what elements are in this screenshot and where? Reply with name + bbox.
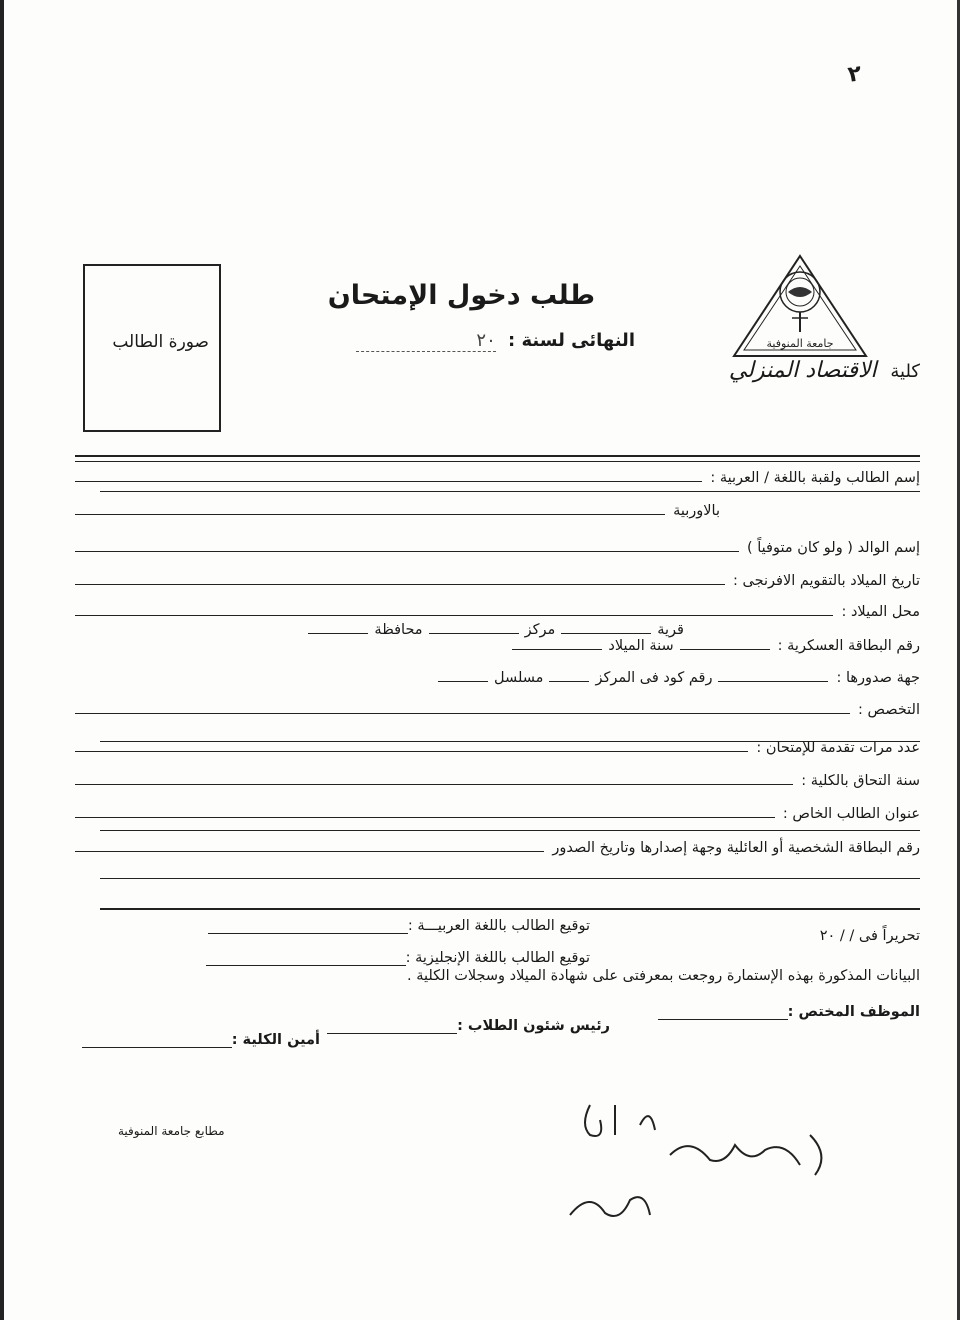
student-photo-box [83,264,221,432]
field-birthplace-details[interactable]: قرية مركز محافظة [75,612,920,638]
student-affairs-head-field[interactable]: رئيس شئون الطلاب : [327,1018,610,1034]
field-join-year[interactable]: سنة التحاق بالكلية : [75,763,920,789]
form-title: طلب دخول الإمتحان [327,280,595,311]
officer-field[interactable]: الموظف المختص : [658,1004,920,1020]
corner-mark: ٢ [846,61,864,88]
field-name-arabic-line2 [100,491,920,492]
written-date[interactable]: تحريراً فى / / ٢٠ [819,928,920,944]
signature-divider [100,908,920,910]
field-id-card[interactable]: رقم البطاقة الشخصية أو العائلية وجهة إصدارها وتاريخ الصدور [75,830,920,856]
field-father-name[interactable]: إسم الوالد ( ولو كان متوفياً ) [75,530,920,556]
field-specialty[interactable]: التخصص : [75,692,920,718]
university-logo [730,252,870,362]
college-label: كلية [890,361,920,382]
college-line [729,358,920,383]
year-label: النهائى لسنة : [508,330,635,351]
university-name: جامعة المنوفية [766,337,834,350]
scan-edge-left [0,0,4,1320]
field-date-of-birth[interactable]: تاريخ الميلاد بالتقويم الافرنجى : [75,563,920,589]
college-secretary-field[interactable]: أمين الكلية : [82,1032,320,1048]
field-attempts[interactable]: عدد مرات تقدمة للإمتحان : [75,730,920,756]
handwritten-notes [560,1095,850,1225]
field-address[interactable]: عنوان الطالب الخاص : [75,796,920,822]
field-id-card-line2 [100,878,920,879]
photo-label: صورة الطالب [112,332,209,352]
signature-arabic[interactable]: توقيع الطالب باللغة العربيـــة : [208,918,590,934]
field-name-european[interactable]: بالاوربية [75,493,920,519]
signature-english[interactable]: توقيع الطالب باللغة الإنجليزية : [206,950,590,966]
college-value: الاقتصاد المنزلي [728,358,877,383]
verification-statement: البيانات المذكورة بهذه الإستمارة روجعت بمعرفتى على شهادة الميلاد وسجلات الكلية . [407,968,920,984]
field-birthplace[interactable]: محل الميلاد : [75,594,920,620]
printer-imprint: مطابع جامعة المنوفية [118,1124,225,1138]
field-name-arabic[interactable]: إسم الطالب ولقبة باللغة / العربية : [75,460,920,486]
header-rule-top [75,455,920,457]
final-year-line [356,330,635,352]
field-issuer[interactable]: جهة صدورها : رقم كود فى المركز مسلسل [75,660,920,686]
year-value: ٢٠ [356,330,496,352]
field-military-card[interactable]: رقم البطاقة العسكرية : سنة الميلاد [75,628,920,654]
